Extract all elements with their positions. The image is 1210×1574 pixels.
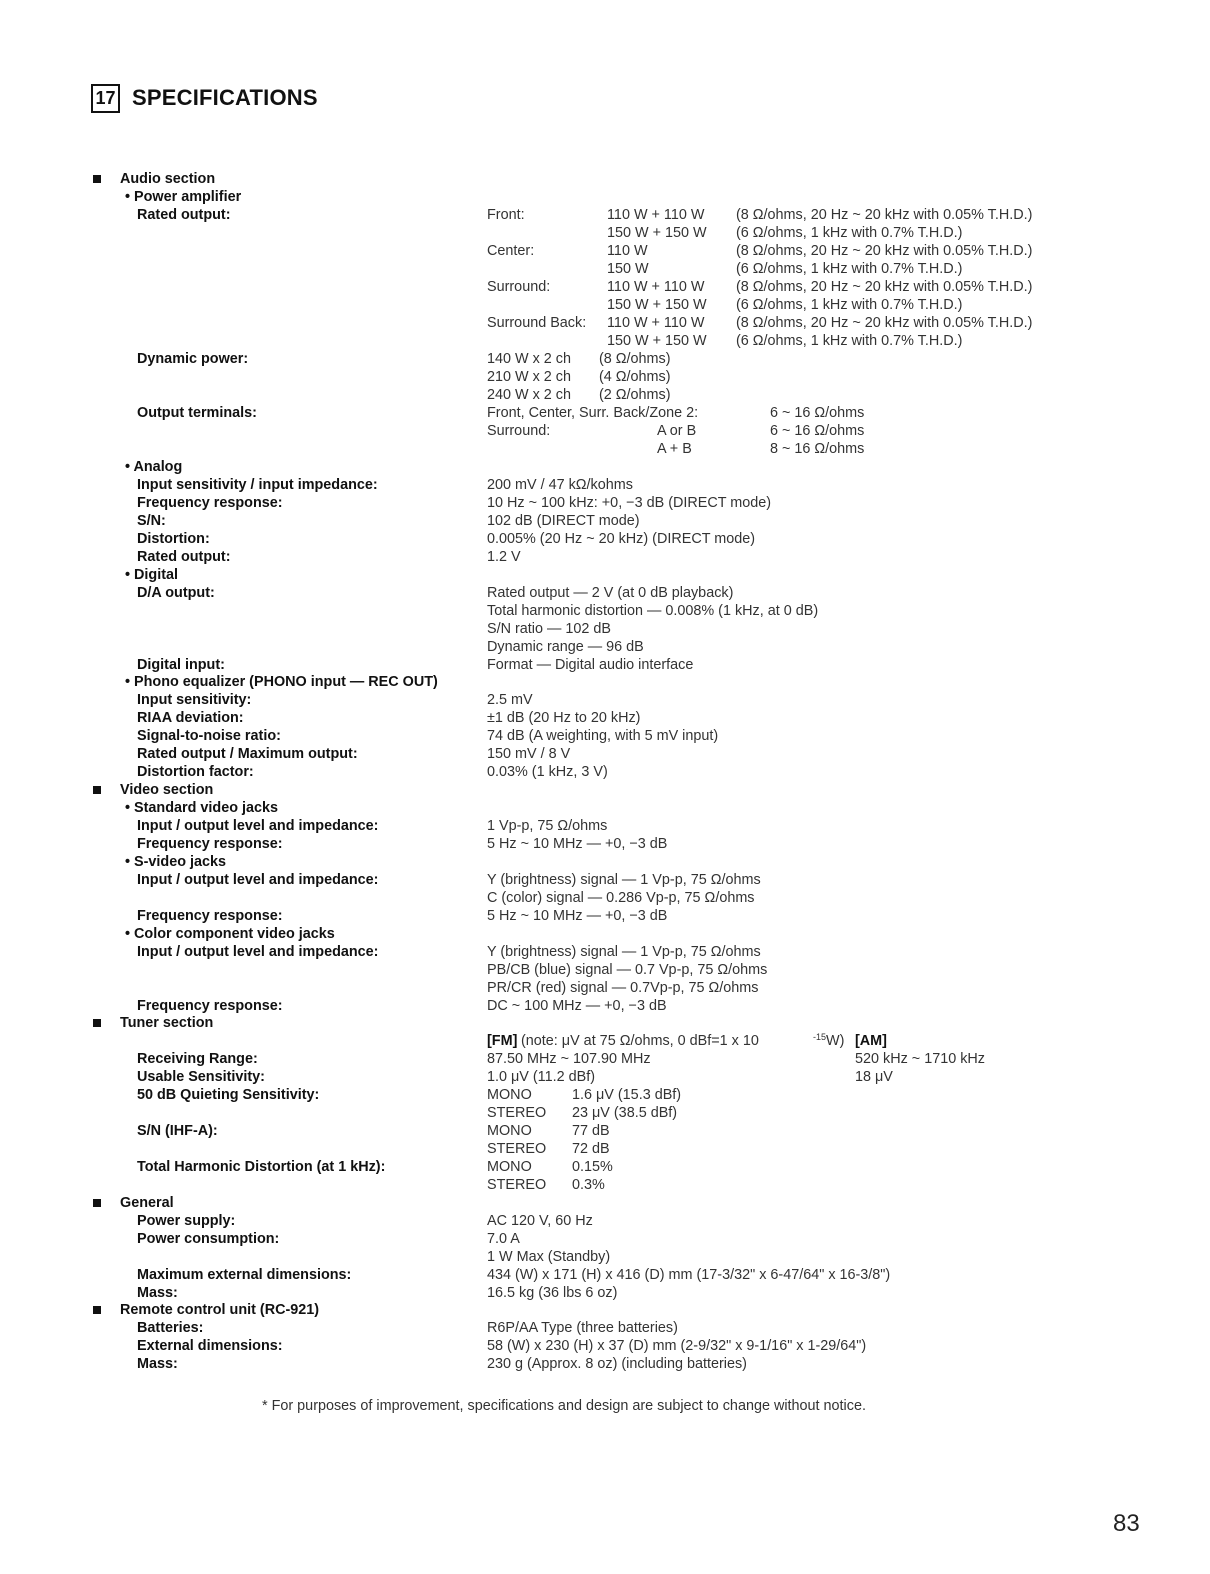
section-bullet bbox=[93, 1019, 101, 1027]
section-bullet bbox=[93, 175, 101, 183]
spec-value: 18 μV bbox=[855, 1069, 893, 1085]
spec-value: (8 Ω/ohms, 20 Hz ~ 20 kHz with 0.05% T.H.D.) bbox=[736, 279, 1033, 295]
spec-label: Input / output level and impedance: bbox=[137, 944, 379, 960]
spec-value: ±1 dB (20 Hz to 20 kHz) bbox=[487, 710, 641, 726]
page-number: 83 bbox=[1113, 1510, 1140, 1537]
spec-value: Surround: bbox=[487, 423, 551, 439]
spec-label: Audio section bbox=[120, 171, 216, 187]
spec-value: 150 W + 150 W bbox=[607, 297, 707, 313]
spec-value: (8 Ω/ohms, 20 Hz ~ 20 kHz with 0.05% T.H.D.) bbox=[736, 315, 1033, 331]
spec-value: A or B bbox=[657, 423, 697, 439]
spec-label: Rated output: bbox=[137, 207, 231, 223]
spec-value: Y (brightness) signal — 1 Vp-p, 75 Ω/ohms bbox=[487, 944, 761, 960]
spec-value: 150 mV / 8 V bbox=[487, 746, 571, 762]
spec-value: 150 W bbox=[607, 261, 649, 277]
spec-value: (2 Ω/ohms) bbox=[599, 387, 671, 403]
spec-label: S/N (IHF-A): bbox=[137, 1123, 218, 1139]
section-bullet bbox=[93, 1199, 101, 1207]
spec-value: 1 W Max (Standby) bbox=[487, 1249, 611, 1265]
spec-label: D/A output: bbox=[137, 585, 215, 601]
page-title: SPECIFICATIONS bbox=[132, 85, 318, 110]
section-header bbox=[91, 83, 318, 113]
spec-label: • Power amplifier bbox=[125, 189, 242, 205]
spec-label: Power consumption: bbox=[137, 1231, 280, 1247]
spec-value: Surround: bbox=[487, 279, 551, 295]
spec-label: • Phono equalizer (PHONO input — REC OUT) bbox=[125, 674, 438, 690]
section-number-box: 17 bbox=[91, 84, 120, 113]
spec-label: Frequency response: bbox=[137, 495, 283, 511]
spec-value: 434 (W) x 171 (H) x 416 (D) mm (17-3/32" x 6-47/64" x 16-3/8") bbox=[487, 1267, 891, 1283]
spec-label: Digital input: bbox=[137, 657, 225, 673]
spec-value: S/N ratio — 102 dB bbox=[487, 621, 611, 637]
spec-label: • S-video jacks bbox=[125, 854, 227, 870]
spec-value: (note: μV at 75 Ω/ohms, 0 dBf=1 x 10 bbox=[521, 1033, 759, 1049]
spec-value: (6 Ω/ohms, 1 kHz with 0.7% T.H.D.) bbox=[736, 297, 963, 313]
spec-value: DC ~ 100 MHz — +0, −3 dB bbox=[487, 998, 667, 1014]
spec-value: AC 120 V, 60 Hz bbox=[487, 1213, 593, 1229]
spec-value: 5 Hz ~ 10 MHz — +0, −3 dB bbox=[487, 836, 668, 852]
spec-value: Front, Center, Surr. Back/Zone 2: bbox=[487, 405, 699, 421]
spec-value: STEREO bbox=[487, 1105, 547, 1121]
spec-label: • Color component video jacks bbox=[125, 926, 335, 942]
spec-label: Input sensitivity / input impedance: bbox=[137, 477, 378, 493]
spec-value: 1.0 μV (11.2 dBf) bbox=[487, 1069, 596, 1085]
spec-value: 0.03% (1 kHz, 3 V) bbox=[487, 764, 608, 780]
spec-label: Batteries: bbox=[137, 1320, 204, 1336]
spec-value: 8 ~ 16 Ω/ohms bbox=[770, 441, 865, 457]
spec-value: 6 ~ 16 Ω/ohms bbox=[770, 405, 865, 421]
spec-value: Front: bbox=[487, 207, 525, 223]
spec-value: 10 Hz ~ 100 kHz: +0, −3 dB (DIRECT mode) bbox=[487, 495, 772, 511]
spec-value: A + B bbox=[657, 441, 692, 457]
spec-label: Tuner section bbox=[120, 1015, 214, 1031]
spec-label: [AM] bbox=[855, 1033, 887, 1049]
spec-label: 50 dB Quieting Sensitivity: bbox=[137, 1087, 320, 1103]
spec-value: Total harmonic distortion — 0.008% (1 kHz, at 0 dB) bbox=[487, 603, 819, 619]
spec-value: 210 W x 2 ch bbox=[487, 369, 571, 385]
spec-label: Mass: bbox=[137, 1356, 178, 1372]
spec-label: Dynamic power: bbox=[137, 351, 249, 367]
spec-label: General bbox=[120, 1195, 174, 1211]
spec-label: Output terminals: bbox=[137, 405, 257, 421]
spec-value: 2.5 mV bbox=[487, 692, 533, 708]
spec-label: • Digital bbox=[125, 567, 179, 583]
spec-value: 1.2 V bbox=[487, 549, 521, 565]
spec-value: 110 W + 110 W bbox=[607, 315, 705, 331]
spec-label: Usable Sensitivity: bbox=[137, 1069, 265, 1085]
spec-label: Power supply: bbox=[137, 1213, 236, 1229]
spec-label: Remote control unit (RC-921) bbox=[120, 1302, 320, 1318]
spec-value: PB/CB (blue) signal — 0.7 Vp-p, 75 Ω/ohms bbox=[487, 962, 768, 978]
spec-value: Format — Digital audio interface bbox=[487, 657, 694, 673]
spec-value: 150 W + 150 W bbox=[607, 333, 707, 349]
spec-label: Input / output level and impedance: bbox=[137, 872, 379, 888]
spec-value: STEREO bbox=[487, 1177, 547, 1193]
spec-label: Video section bbox=[120, 782, 214, 798]
spec-label: Distortion: bbox=[137, 531, 210, 547]
spec-label: RIAA deviation: bbox=[137, 710, 244, 726]
spec-value: R6P/AA Type (three batteries) bbox=[487, 1320, 678, 1336]
spec-value: 6 ~ 16 Ω/ohms bbox=[770, 423, 865, 439]
spec-value: MONO bbox=[487, 1159, 532, 1175]
spec-value: 58 (W) x 230 (H) x 37 (D) mm (2-9/32" x 9-1/16" x 1-29/64") bbox=[487, 1338, 867, 1354]
spec-value: 0.005% (20 Hz ~ 20 kHz) (DIRECT mode) bbox=[487, 531, 756, 547]
spec-value: Y (brightness) signal — 1 Vp-p, 75 Ω/ohms bbox=[487, 872, 761, 888]
spec-value: C (color) signal — 0.286 Vp-p, 75 Ω/ohms bbox=[487, 890, 755, 906]
spec-label: External dimensions: bbox=[137, 1338, 283, 1354]
spec-value: 520 kHz ~ 1710 kHz bbox=[855, 1051, 985, 1067]
spec-value: 110 W bbox=[607, 243, 648, 259]
section-bullet bbox=[93, 786, 101, 794]
spec-label: • Analog bbox=[125, 459, 183, 475]
spec-value: 0.15% bbox=[572, 1159, 613, 1175]
spec-label: Mass: bbox=[137, 1285, 178, 1301]
spec-value: 0.3% bbox=[572, 1177, 605, 1193]
spec-label: Rated output: bbox=[137, 549, 231, 565]
spec-value: (6 Ω/ohms, 1 kHz with 0.7% T.H.D.) bbox=[736, 225, 963, 241]
spec-label: Input sensitivity: bbox=[137, 692, 252, 708]
spec-value: 72 dB bbox=[572, 1141, 610, 1157]
spec-label: Input / output level and impedance: bbox=[137, 818, 379, 834]
spec-value: (4 Ω/ohms) bbox=[599, 369, 671, 385]
spec-label: Frequency response: bbox=[137, 836, 283, 852]
spec-value: Surround Back: bbox=[487, 315, 587, 331]
spec-value: (6 Ω/ohms, 1 kHz with 0.7% T.H.D.) bbox=[736, 261, 963, 277]
spec-value: 140 W x 2 ch bbox=[487, 351, 571, 367]
spec-value: 1 Vp-p, 75 Ω/ohms bbox=[487, 818, 608, 834]
spec-value: 230 g (Approx. 8 oz) (including batteries) bbox=[487, 1356, 747, 1372]
spec-label: Frequency response: bbox=[137, 998, 283, 1014]
spec-value: 74 dB (A weighting, with 5 mV input) bbox=[487, 728, 719, 744]
spec-value: (8 Ω/ohms, 20 Hz ~ 20 kHz with 0.05% T.H.D.) bbox=[736, 207, 1033, 223]
spec-value: 23 μV (38.5 dBf) bbox=[572, 1105, 678, 1121]
spec-label: Maximum external dimensions: bbox=[137, 1267, 352, 1283]
spec-value: MONO bbox=[487, 1087, 532, 1103]
spec-value: MONO bbox=[487, 1123, 532, 1139]
spec-value: Dynamic range — 96 dB bbox=[487, 639, 644, 655]
spec-value: 5 Hz ~ 10 MHz — +0, −3 dB bbox=[487, 908, 668, 924]
spec-value: W) bbox=[826, 1033, 845, 1049]
spec-value: Rated output — 2 V (at 0 dB playback) bbox=[487, 585, 734, 601]
spec-value: PR/CR (red) signal — 0.7Vp-p, 75 Ω/ohms bbox=[487, 980, 759, 996]
spec-value: 102 dB (DIRECT mode) bbox=[487, 513, 640, 529]
spec-label: Frequency response: bbox=[137, 908, 283, 924]
spec-label: Total Harmonic Distortion (at 1 kHz): bbox=[137, 1159, 386, 1175]
spec-value: (6 Ω/ohms, 1 kHz with 0.7% T.H.D.) bbox=[736, 333, 963, 349]
spec-value: (8 Ω/ohms) bbox=[599, 351, 671, 367]
spec-label: Rated output / Maximum output: bbox=[137, 746, 358, 762]
spec-value: 16.5 kg (36 lbs 6 oz) bbox=[487, 1285, 618, 1301]
spec-value: 1.6 μV (15.3 dBf) bbox=[572, 1087, 682, 1103]
spec-label: Receiving Range: bbox=[137, 1051, 258, 1067]
spec-value: 110 W + 110 W bbox=[607, 207, 705, 223]
spec-value: 110 W + 110 W bbox=[607, 279, 705, 295]
spec-label: S/N: bbox=[137, 513, 166, 529]
spec-label: • Standard video jacks bbox=[125, 800, 278, 816]
spec-value: STEREO bbox=[487, 1141, 547, 1157]
spec-value: 7.0 A bbox=[487, 1231, 520, 1247]
spec-label: Signal-to-noise ratio: bbox=[137, 728, 281, 744]
section-bullet bbox=[93, 1306, 101, 1314]
spec-value: Center: bbox=[487, 243, 535, 259]
spec-value: 240 W x 2 ch bbox=[487, 387, 571, 403]
spec-value: -15 bbox=[813, 1032, 827, 1042]
spec-value: (8 Ω/ohms, 20 Hz ~ 20 kHz with 0.05% T.H.D.) bbox=[736, 243, 1033, 259]
spec-value: 87.50 MHz ~ 107.90 MHz bbox=[487, 1051, 651, 1067]
footnote: * For purposes of improvement, specifications and design are subject to change without notice. bbox=[262, 1398, 866, 1414]
spec-value: 200 mV / 47 kΩ/kohms bbox=[487, 477, 633, 493]
spec-value: 77 dB bbox=[572, 1123, 610, 1139]
spec-label: Distortion factor: bbox=[137, 764, 254, 780]
spec-label: [FM] bbox=[487, 1033, 518, 1049]
spec-value: 150 W + 150 W bbox=[607, 225, 707, 241]
